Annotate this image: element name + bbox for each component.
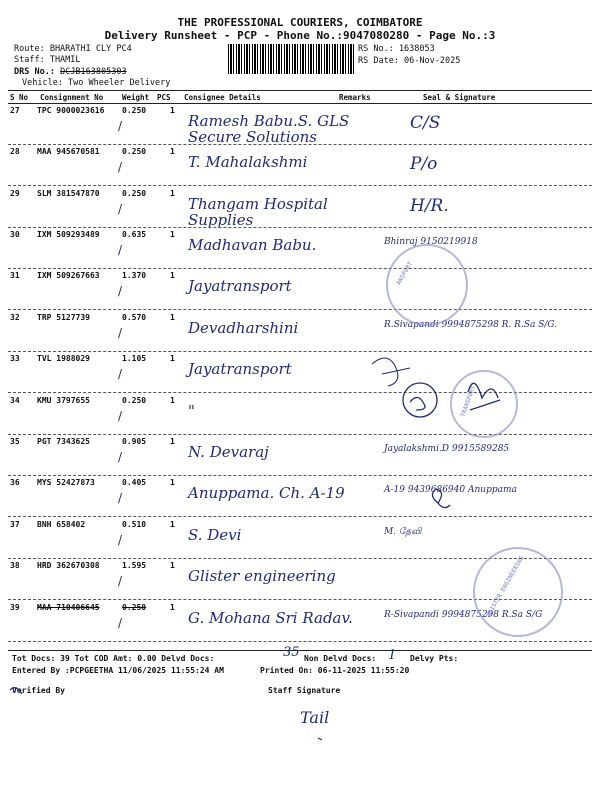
tick-mark: / [118, 326, 123, 340]
row-consignment: BNH 658402 [37, 520, 86, 529]
row-sno: 31 [10, 271, 20, 280]
row-consignee-handwritten: S. Devi [188, 526, 242, 544]
rs-number: RS No.: 1638053 [358, 44, 435, 54]
row-pcs: 1 [170, 396, 175, 405]
row-consignee-handwritten: Jayatransport [188, 277, 292, 295]
row-weight: 0.635 [122, 230, 147, 239]
row-consignee-handwritten: Anuppama. Ch. A-19 [188, 484, 345, 502]
col-seal: Seal & Signature [423, 93, 496, 102]
company-stamp [473, 547, 563, 637]
row-consignee-handwritten: Madhavan Babu. [188, 236, 317, 254]
verified-by-label: Verified By [12, 686, 65, 695]
staff: Staff: THAMIL [14, 55, 81, 65]
row-pcs: 1 [170, 561, 175, 570]
row-seal-handwritten: P/o [410, 154, 438, 174]
drs-value: DCJB163805303 [60, 67, 127, 77]
row-consignment: TVL 1988029 [37, 354, 90, 363]
row-seal-handwritten: R-Sivapandi 9994875298 R.Sa S/G [384, 610, 543, 620]
stamp-text-3: GLISTER ENGINEERING [485, 555, 526, 618]
row-separator [8, 227, 592, 228]
rs-date: RS Date: 06-Nov-2025 [358, 56, 461, 66]
row-seal-handwritten: R.Sivapandi 9994875298 R. R.Sa S/G. [384, 320, 558, 330]
row-sno: 37 [10, 520, 20, 529]
row-consignment: MYS 52427873 [37, 478, 95, 487]
tick-mark: / [118, 574, 123, 588]
non-delivered-label: Non Delvd Docs: [304, 654, 377, 663]
tick-mark: / [118, 533, 123, 547]
tick-mark: / [118, 367, 123, 381]
totals-line: Tot Docs: 39 Tot COD Amt: 0.00 Delvd Docs: [12, 654, 215, 663]
row-weight: 0.905 [122, 437, 147, 446]
transport-stamp [386, 244, 468, 326]
row-weight: 0.405 [122, 478, 147, 487]
row-sno: 32 [10, 313, 20, 322]
row-consignment: TRP 5127739 [37, 313, 90, 322]
row-separator [8, 185, 592, 186]
col-consignment: Consignment No [40, 93, 104, 102]
row-separator [8, 351, 592, 352]
tick-mark: / [118, 202, 123, 216]
row-separator [8, 434, 592, 435]
staff-signature-handwritten: Tail [300, 708, 330, 727]
delivered-count-handwritten: 35 [283, 645, 300, 660]
row-consignee-handwritten: Devadharshini [188, 319, 299, 337]
non-delivered-handwritten: 1 [388, 648, 397, 663]
row-sno: 39 [10, 603, 20, 612]
col-sno: S No [10, 93, 29, 102]
entered-by: Entered By :PCPGEETHA 11/06/2025 11:55:24 AM [12, 666, 224, 675]
row-weight: 1.595 [122, 561, 147, 570]
row-weight: 0.250 [122, 106, 147, 115]
col-remarks: Remarks [339, 93, 371, 102]
row-pcs: 1 [170, 313, 175, 322]
row-weight: 0.250 [122, 396, 147, 405]
tick-mark: / [118, 491, 123, 505]
tick-mark: / [118, 119, 123, 133]
row-sno: 34 [10, 396, 20, 405]
row-seal-handwritten: M. தேவி [384, 527, 422, 537]
delivery-points-label: Delvy Pts: [410, 654, 459, 663]
row-seal-handwritten: A-19 9439686940 Anuppama [384, 485, 517, 495]
row-separator [8, 144, 592, 145]
row-weight: 1.370 [122, 271, 147, 280]
row-consignment: TPC 9000023616 [37, 106, 105, 115]
row-seal-handwritten: H/R. [410, 196, 449, 216]
col-details: Consignee Details [184, 93, 261, 102]
row-separator [8, 268, 592, 269]
tick-mark: / [118, 616, 123, 630]
row-pcs: 1 [170, 354, 175, 363]
transport-stamp-2 [450, 370, 518, 438]
row-pcs: 1 [170, 603, 175, 612]
route: Route: BHARATHI CLY PC4 [14, 44, 132, 54]
row-consignee-handwritten: Ramesh Babu.S. GLS Secure Solutions [188, 112, 350, 146]
printed-on: Printed On: 06-11-2025 11:55:20 [260, 666, 410, 675]
row-pcs: 1 [170, 147, 175, 156]
row-separator [8, 309, 592, 310]
row-separator [8, 516, 592, 517]
stamp-text: ANSPORT [395, 260, 415, 287]
row-consignee-handwritten: N. Devaraj [188, 443, 269, 461]
row-consignee-handwritten: Jayatransport [188, 360, 292, 378]
row-weight: 0.570 [122, 313, 147, 322]
row-consignment: MAA 945670581 [37, 147, 100, 156]
row-pcs: 1 [170, 437, 175, 446]
row-sno: 29 [10, 189, 20, 198]
row-pcs: 1 [170, 271, 175, 280]
tick-mark: / [118, 450, 123, 464]
tick-mark: / [118, 284, 123, 298]
row-sno: 38 [10, 561, 20, 570]
barcode [228, 44, 354, 74]
row-weight: 0.250 [122, 603, 147, 612]
row-weight: 0.250 [122, 189, 147, 198]
drs-number [14, 67, 127, 77]
row-consignment: KMU 3797655 [37, 396, 90, 405]
row-pcs: 1 [170, 478, 175, 487]
drs-label: DRS No.: [14, 67, 55, 77]
row-separator [8, 641, 592, 642]
row-sno: 27 [10, 106, 20, 115]
tick-mark: / [118, 160, 123, 174]
row-consignment: IXM 509267663 [37, 271, 100, 280]
col-pcs: PCS [157, 93, 171, 102]
row-consignment: PGT 7343625 [37, 437, 90, 446]
row-sno: 30 [10, 230, 20, 239]
row-sno: 35 [10, 437, 20, 446]
col-weight: Weight [122, 93, 150, 102]
vehicle: Vehicle: Two Wheeler Delivery [22, 78, 171, 88]
row-consignee-handwritten: G. Mohana Sri Radav. [188, 609, 353, 627]
tick-mark: / [118, 243, 123, 257]
row-pcs: 1 [170, 520, 175, 529]
row-seal-handwritten: C/S [410, 113, 441, 133]
row-sno: 33 [10, 354, 20, 363]
row-seal-handwritten: Bhinraj 9150219918 [384, 237, 478, 247]
tick-mark: / [118, 409, 123, 423]
row-consignee-handwritten: Glister engineering [188, 567, 336, 585]
row-consignee-handwritten: Thangam Hospital Supplies [188, 195, 328, 229]
row-weight: 0.250 [122, 147, 147, 156]
row-pcs: 1 [170, 189, 175, 198]
row-consignment: MAA 710406645 [37, 603, 100, 612]
company-title: THE PROFESSIONAL COURIERS, COIMBATORE [177, 16, 423, 29]
stamp-text-2: TRANSPORT [459, 385, 478, 418]
staff-signature-label: Staff Signature [268, 686, 341, 695]
row-pcs: 1 [170, 106, 175, 115]
row-consignee-handwritten: " [188, 402, 195, 420]
row-separator [8, 475, 592, 476]
row-sno: 36 [10, 478, 20, 487]
row-seal-handwritten: Jayalakshmi.D 9915589285 [384, 444, 510, 454]
row-weight: 1.105 [122, 354, 147, 363]
row-pcs: 1 [170, 230, 175, 239]
runsheet-subtitle: Delivery Runsheet - PCP - Phone No.:9047080280 - Page No.:3 [104, 29, 496, 42]
row-sno: 28 [10, 147, 20, 156]
row-consignment: SLM 381547870 [37, 189, 100, 198]
row-consignment: IXM 509293489 [37, 230, 100, 239]
row-consignment: HRD 362670308 [37, 561, 100, 570]
row-weight: 0.510 [122, 520, 147, 529]
row-consignee-handwritten: T. Mahalakshmi [188, 153, 308, 171]
